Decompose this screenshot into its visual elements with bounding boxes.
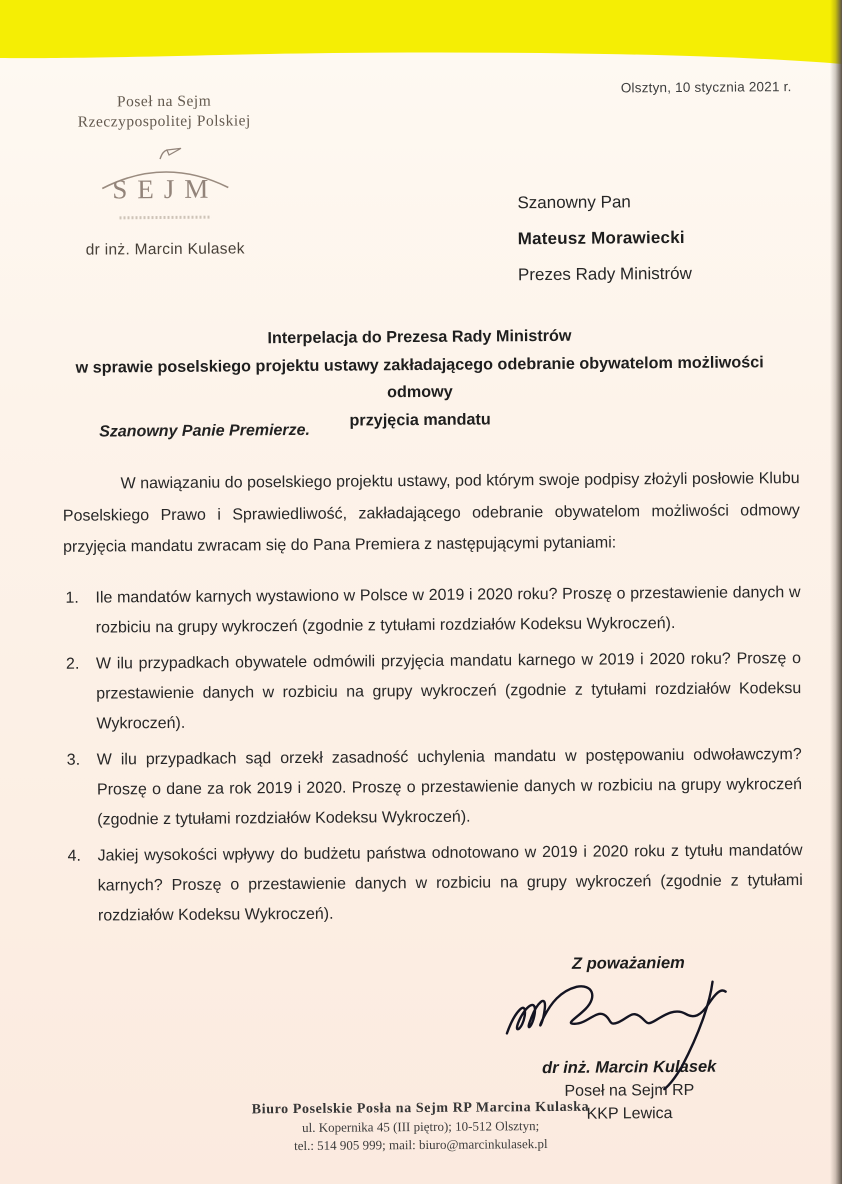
recipient-name: Mateusz Morawiecki — [517, 227, 685, 249]
letterhead-title-line1: Poseł na Sejm — [116, 92, 212, 111]
footer-office-name: Biuro Poselskie Posła na Sejm RP Marcina Kulaska — [251, 1099, 590, 1118]
letterhead-deputy-name: dr inż. Marcin Kulasek — [85, 240, 245, 259]
question-text: W ilu przypadkach sąd orzekł zasadność uchylenia mandatu w postępowaniu odwoławczym? Proszę o dane za rok 2019 i 2020. Proszę o przestawienie danych w rozbiciu na grupy wykroczeń (zgodnie z tytułami rozdziałów Kodeksu Wykroczeń). — [96, 746, 803, 829]
question-number: 2. — [65, 655, 80, 673]
question-item-3 — [65, 740, 803, 836]
intro-paragraph: W nawiązaniu do poselskiego projektu ustawy, pod którym swoje podpisy złożyli posłowie Klubu Poselskiego Prawo i Sprawiedliwość, zakładającego odebranie obywatelom możliwości odmowy przyjęcia mandatu zwracam się do Pana Premiera z następującymi pytaniami: — [62, 470, 800, 556]
signer-title-1: Poseł na Sejm RP — [564, 1081, 695, 1100]
sejm-logo-icon — [89, 145, 239, 210]
question-text: Jakiej wysokości wpływy do budżetu państwa odnotowano w 2019 i 2020 roku z tytułu mandatów karnych? Proszę o przestawienie danych w rozbiciu na grupy wykroczeń (zgodnie z tytułami rozdziałów Kodeksu Wykroczeń). — [97, 842, 803, 925]
closing-phrase: Z poważaniem — [571, 953, 685, 973]
sejm-logo-subtext — [119, 216, 211, 220]
question-text: W ilu przypadkach obywatele odmówili przyjęcia mandatu karnego w 2019 i 2020 roku? Proszę o przestawienie danych w rozbiciu na grupy wykroczeń (zgodnie z tytułami rozdziałów Kodeksu Wykroczeń). — [95, 650, 802, 733]
office-footer — [4, 1097, 836, 1157]
question-text: Ile mandatów karnych wystawiono w Polsce w 2019 i 2020 roku? Proszę o przestawienie danych w rozbiciu na grupy wykroczeń (zgodnie z tytułami rozdziałów Kodeksu Wykroczeń). — [95, 584, 801, 637]
question-item-1 — [63, 578, 800, 644]
question-number: 1. — [65, 589, 79, 607]
recipient-title: Prezes Rady Ministrów — [517, 263, 692, 285]
subject-line1: Interpelacja do Prezesa Rady Ministrów — [267, 326, 572, 348]
svg-text:SEJM: SEJM — [111, 173, 218, 205]
date-line: Olsztyn, 10 stycznia 2021 r. — [620, 79, 792, 96]
letterhead-title-line2: Rzeczypospolitej Polskiej — [77, 112, 251, 131]
question-number: 3. — [66, 751, 81, 769]
scan-edge-shadow — [830, 0, 842, 1184]
greeting: Szanowny Panie Premierze. — [99, 421, 311, 441]
footer-contact: tel.: 514 905 999; mail: biuro@marcinkulasek.pl — [293, 1135, 548, 1153]
subject-line2: w sprawie poselskiego projektu ustawy zakładającego odebranie obywatelom możliwości odmowy — [75, 352, 764, 402]
question-item-2 — [64, 644, 802, 740]
footer-address: ul. Kopernika 45 (III piętro); 10-512 Olsztyn; — [301, 1118, 540, 1135]
recipient-salutation: Szanowny Pan — [517, 192, 631, 213]
questions-list — [63, 578, 803, 932]
subject-block — [40, 321, 799, 437]
subject-line3: przyjęcia mandatu — [349, 409, 491, 430]
signer-title-2: KKP Lewica — [586, 1105, 673, 1123]
letterhead — [52, 91, 278, 260]
yellow-highlight-band — [0, 0, 842, 70]
recipient-block — [517, 184, 692, 293]
question-number: 4. — [67, 847, 81, 865]
question-item-4 — [65, 836, 803, 932]
signer-name: dr inż. Marcin Kulasek — [542, 1057, 717, 1078]
